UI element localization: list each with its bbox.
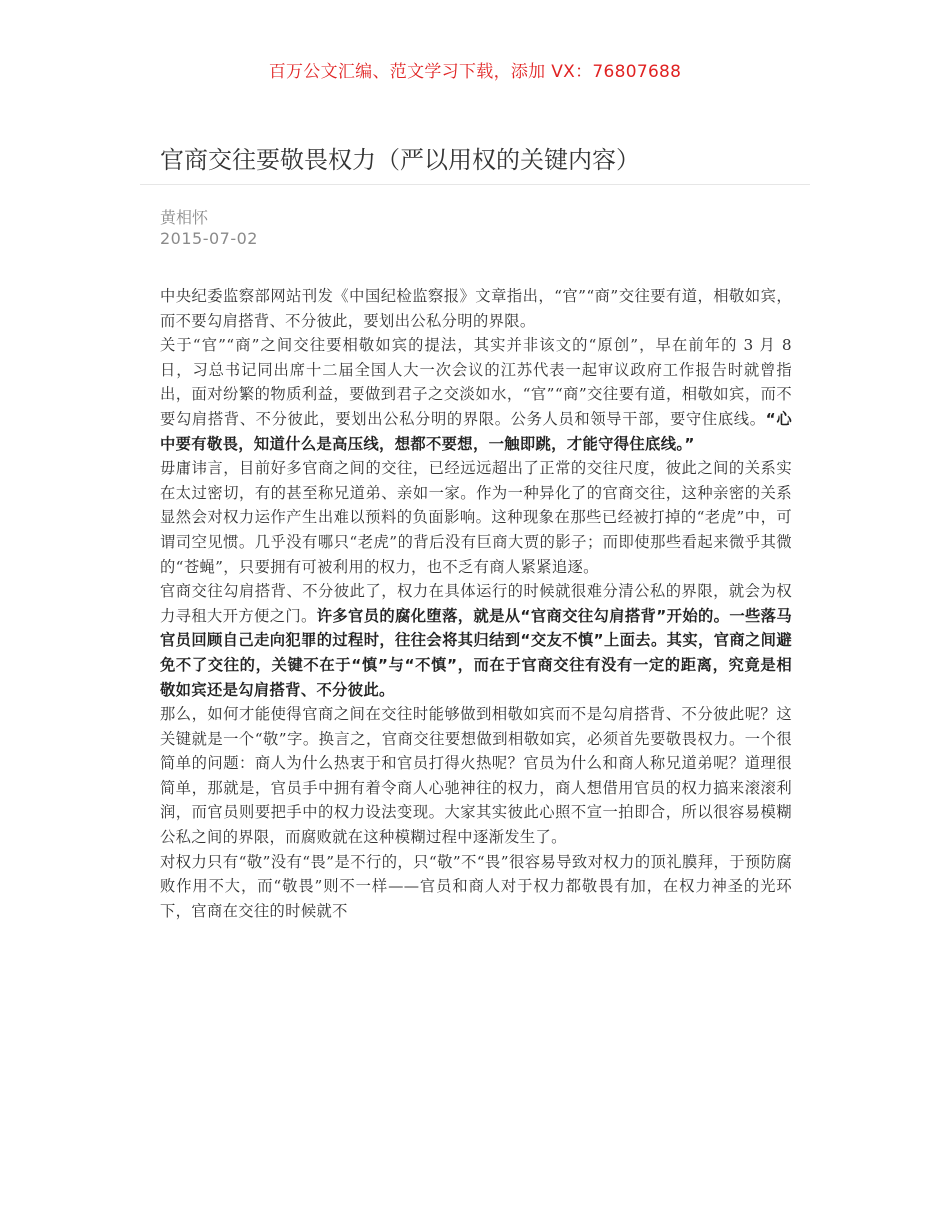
paragraph-text: 毋庸讳言，目前好多官商之间的交往，已经远远超出了正常的交往尺度，彼此之间的关系实在太过密切，有的甚至称兄道弟、亲如一家。作为一种异化了的官商交往，这种亲密的关系显然会对权力运作产生出难以预料的负面影响。这种现象在那些已经被打掉的“老虎”中，可谓司空见惯。几乎没有哪只“老虎”的背后没有巨商大贾的影子；而即使那些看起来微乎其微的“苍蝇”，只要拥有可被利用的权力，也不乏有商人紧紧追逐。: [160, 459, 792, 576]
author-name: 黄相怀: [160, 208, 209, 227]
paragraph-text: 对权力只有“敬”没有“畏”是不行的，只“敬”不“畏”很容易导致对权力的顶礼膜拜，于预防腐败作用不大，而“敬畏”则不一样——官员和商人对于权力都敬畏有加，在权力神圣的光环下，官商在交往的时候就不: [160, 852, 792, 920]
paragraph-emphasis: 许多官员的腐化堕落，就是从“官商交往勾肩搭背”开始的。一些落马官员回顾自己走向犯罪的过程时，往往会将其归结到“交友不慎”上面去。其实，官商之间避免不了交往的，关键不在于“慎”与“不慎”，而在于官商交往有没有一定的距离，究竟是相敬如宾还是勾肩搭背、不分彼此。: [160, 606, 792, 699]
paragraph-emphasis: “心中要有敬畏，知道什么是高压线，想都不要想，一触即跳，才能守得住底线。”: [160, 409, 792, 453]
promo-banner: 百万公文汇编、范文学习下载，添加 VX：76807688: [268, 62, 682, 82]
article-body: [160, 284, 792, 1094]
paragraph-text: 关于“官”“商”之间交往要相敬如宾的提法，其实并非该文的“原创”，早在前年的 3 月 8 日，习总书记同出席十二届全国人大一次会议的江苏代表一起审议政府工作报告时就曾指出，面对纷繁的物质利益，要做到君子之交淡如水，“官”“商”交往要有道，相敬如宾，而不要勾肩搭背、不分彼此，要划出公私分明的界限。公务人员和领导干部，要守住底线。: [160, 336, 792, 428]
paragraph-4: [160, 579, 792, 702]
paragraph-text: 那么，如何才能使得官商之间在交往时能够做到相敬如宾而不是勾肩搭背、不分彼此呢？这关键就是一个“敬”字。换言之，官商交往要想做到相敬如宾，必须首先要敬畏权力。一个很简单的问题：商人为什么热衷于和官员打得火热呢？官员为什么和商人称兄道弟呢？道理很简单，那就是，官员手中拥有着令商人心驰神往的权力，商人想借用官员的权力搞来滚滚利润，而官员则要把手中的权力设法变现。大家其实彼此心照不宣一拍即合，所以很容易模糊公私之间的界限，而腐败就在这种模糊过程中逐渐发生了。: [160, 705, 792, 847]
paragraph-3: [160, 456, 792, 579]
paragraph-text: 官商交往勾肩搭背、不分彼此了，权力在具体运行的时候就很难分清公私的界限，就会为权力寻租大开方便之门。: [160, 582, 792, 625]
paragraph-2: [160, 333, 792, 456]
page-title: 官商交往要敬畏权力（严以用权的关键内容）: [160, 146, 640, 174]
paragraph-5: [160, 702, 792, 850]
paragraph-1: [160, 284, 792, 333]
title-divider: [140, 184, 810, 185]
paragraph-text: 中央纪委监察部网站刊发《中国纪检监察报》文章指出，“官”“商”交往要有道，相敬如宾，而不要勾肩搭背、不分彼此，要划出公私分明的界限。: [160, 287, 792, 330]
publish-date: 2015-07-02: [160, 229, 258, 248]
paragraph-6: [160, 850, 792, 924]
